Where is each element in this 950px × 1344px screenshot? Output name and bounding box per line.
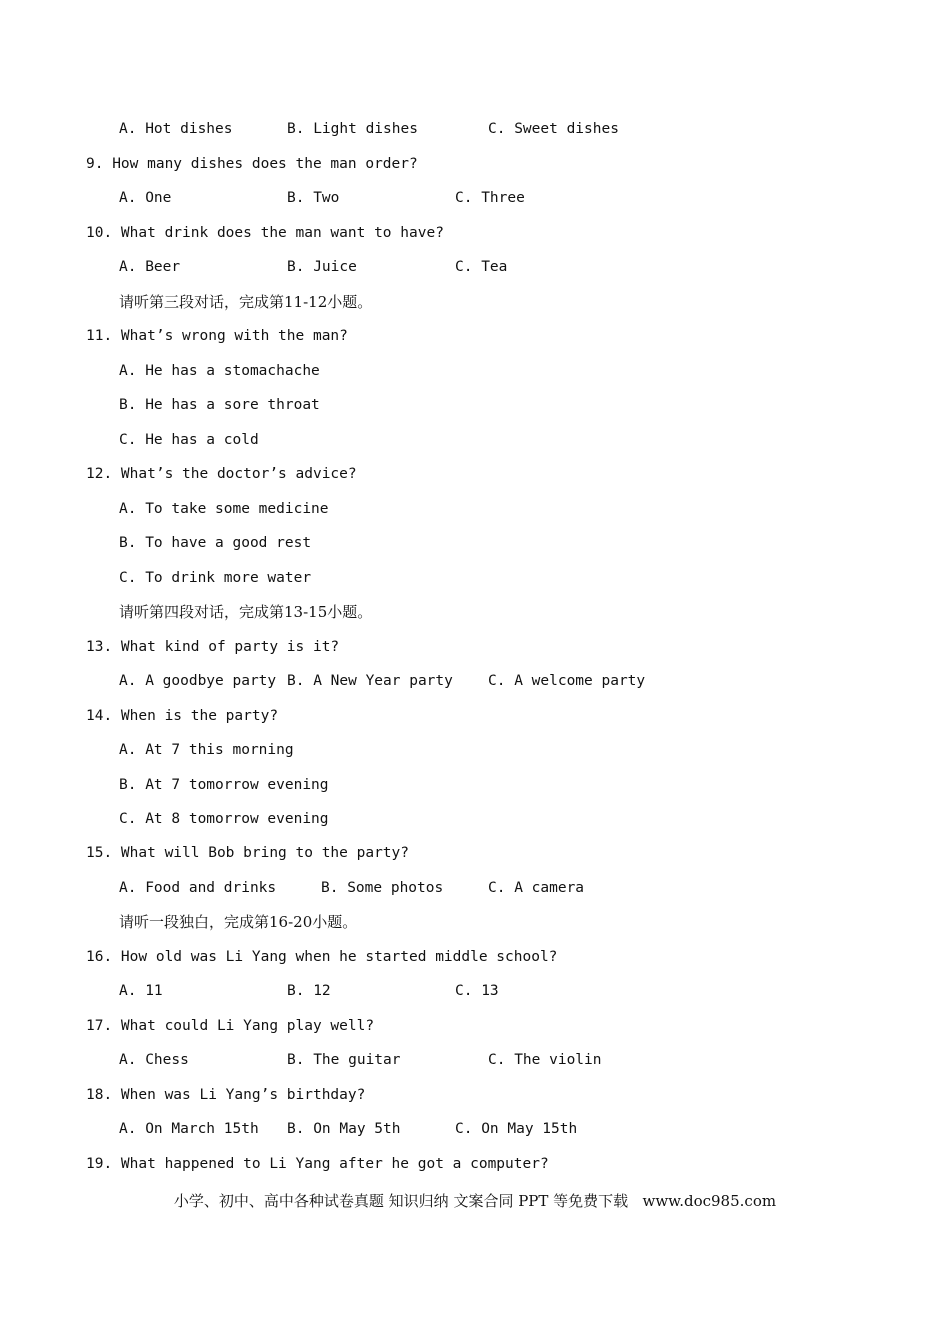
question-text: 19. What happened to Li Yang after he got a computer? xyxy=(86,1156,549,1172)
section-instruction: 请听第四段对话，完成第13-15小题。 xyxy=(119,603,373,621)
answer-option: C. Three xyxy=(455,190,525,206)
answer-option: A. On March 15th xyxy=(119,1121,259,1137)
answer-option: A. Hot dishes xyxy=(119,121,233,137)
answer-option: C. Tea xyxy=(455,259,508,275)
answer-option: B. Some photos xyxy=(321,880,444,896)
answer-option: A. Beer xyxy=(119,259,181,275)
answer-option: A. Chess xyxy=(119,1052,189,1068)
answer-option: B. He has a sore throat xyxy=(119,397,320,413)
answer-option: B. Juice xyxy=(287,259,357,275)
answer-option: B. To have a good rest xyxy=(119,535,312,551)
answer-option: B. A New Year party xyxy=(287,673,453,689)
answer-option: B. Two xyxy=(287,190,340,206)
option-row xyxy=(0,254,950,280)
answer-option: A. He has a stomachache xyxy=(119,363,320,379)
question-text: 10. What drink does the man want to have? xyxy=(86,225,444,241)
question-text: 14. When is the party? xyxy=(86,708,279,724)
answer-option: C. 13 xyxy=(455,983,499,999)
question-text: 15. What will Bob bring to the party? xyxy=(86,845,410,861)
answer-option: B. At 7 tomorrow evening xyxy=(119,777,329,793)
page-footer: 小学、初中、高中各种试卷真题 知识归纳 文案合同 PPT 等免费下载 www.doc985.com xyxy=(173,1192,777,1210)
answer-option: A. 11 xyxy=(119,983,163,999)
answer-option: C. The violin xyxy=(488,1052,602,1068)
option-row xyxy=(0,1116,950,1142)
answer-option: A. To take some medicine xyxy=(119,501,329,517)
answer-option: B. On May 5th xyxy=(287,1121,401,1137)
answer-option: C. A camera xyxy=(488,880,585,896)
section-instruction: 请听第三段对话，完成第11-12小题。 xyxy=(119,293,373,311)
question-text: 9. How many dishes does the man order? xyxy=(86,156,418,172)
answer-option: B. 12 xyxy=(287,983,331,999)
answer-option: C. To drink more water xyxy=(119,570,312,586)
answer-option: C. At 8 tomorrow evening xyxy=(119,811,329,827)
answer-option: A. One xyxy=(119,190,172,206)
option-row xyxy=(0,978,950,1004)
answer-option: C. A welcome party xyxy=(488,673,646,689)
option-row xyxy=(0,1047,950,1073)
answer-option: C. He has a cold xyxy=(119,432,259,448)
answer-option: A. At 7 this morning xyxy=(119,742,294,758)
answer-option: A. A goodbye party xyxy=(119,673,277,689)
answer-option: A. Food and drinks xyxy=(119,880,277,896)
option-row xyxy=(0,875,950,901)
option-row xyxy=(0,116,950,142)
answer-option: B. The guitar xyxy=(287,1052,401,1068)
answer-option: C. Sweet dishes xyxy=(488,121,619,137)
question-text: 12. What’s the doctor’s advice? xyxy=(86,466,357,482)
option-row xyxy=(0,185,950,211)
question-text: 18. When was Li Yang’s birthday? xyxy=(86,1087,366,1103)
answer-option: B. Light dishes xyxy=(287,121,418,137)
question-text: 11. What’s wrong with the man? xyxy=(86,328,348,344)
question-text: 13. What kind of party is it? xyxy=(86,639,340,655)
option-row xyxy=(0,668,950,694)
answer-option: C. On May 15th xyxy=(455,1121,578,1137)
question-text: 17. What could Li Yang play well? xyxy=(86,1018,375,1034)
section-instruction: 请听一段独白，完成第16-20小题。 xyxy=(119,913,358,931)
question-text: 16. How old was Li Yang when he started middle school? xyxy=(86,949,558,965)
